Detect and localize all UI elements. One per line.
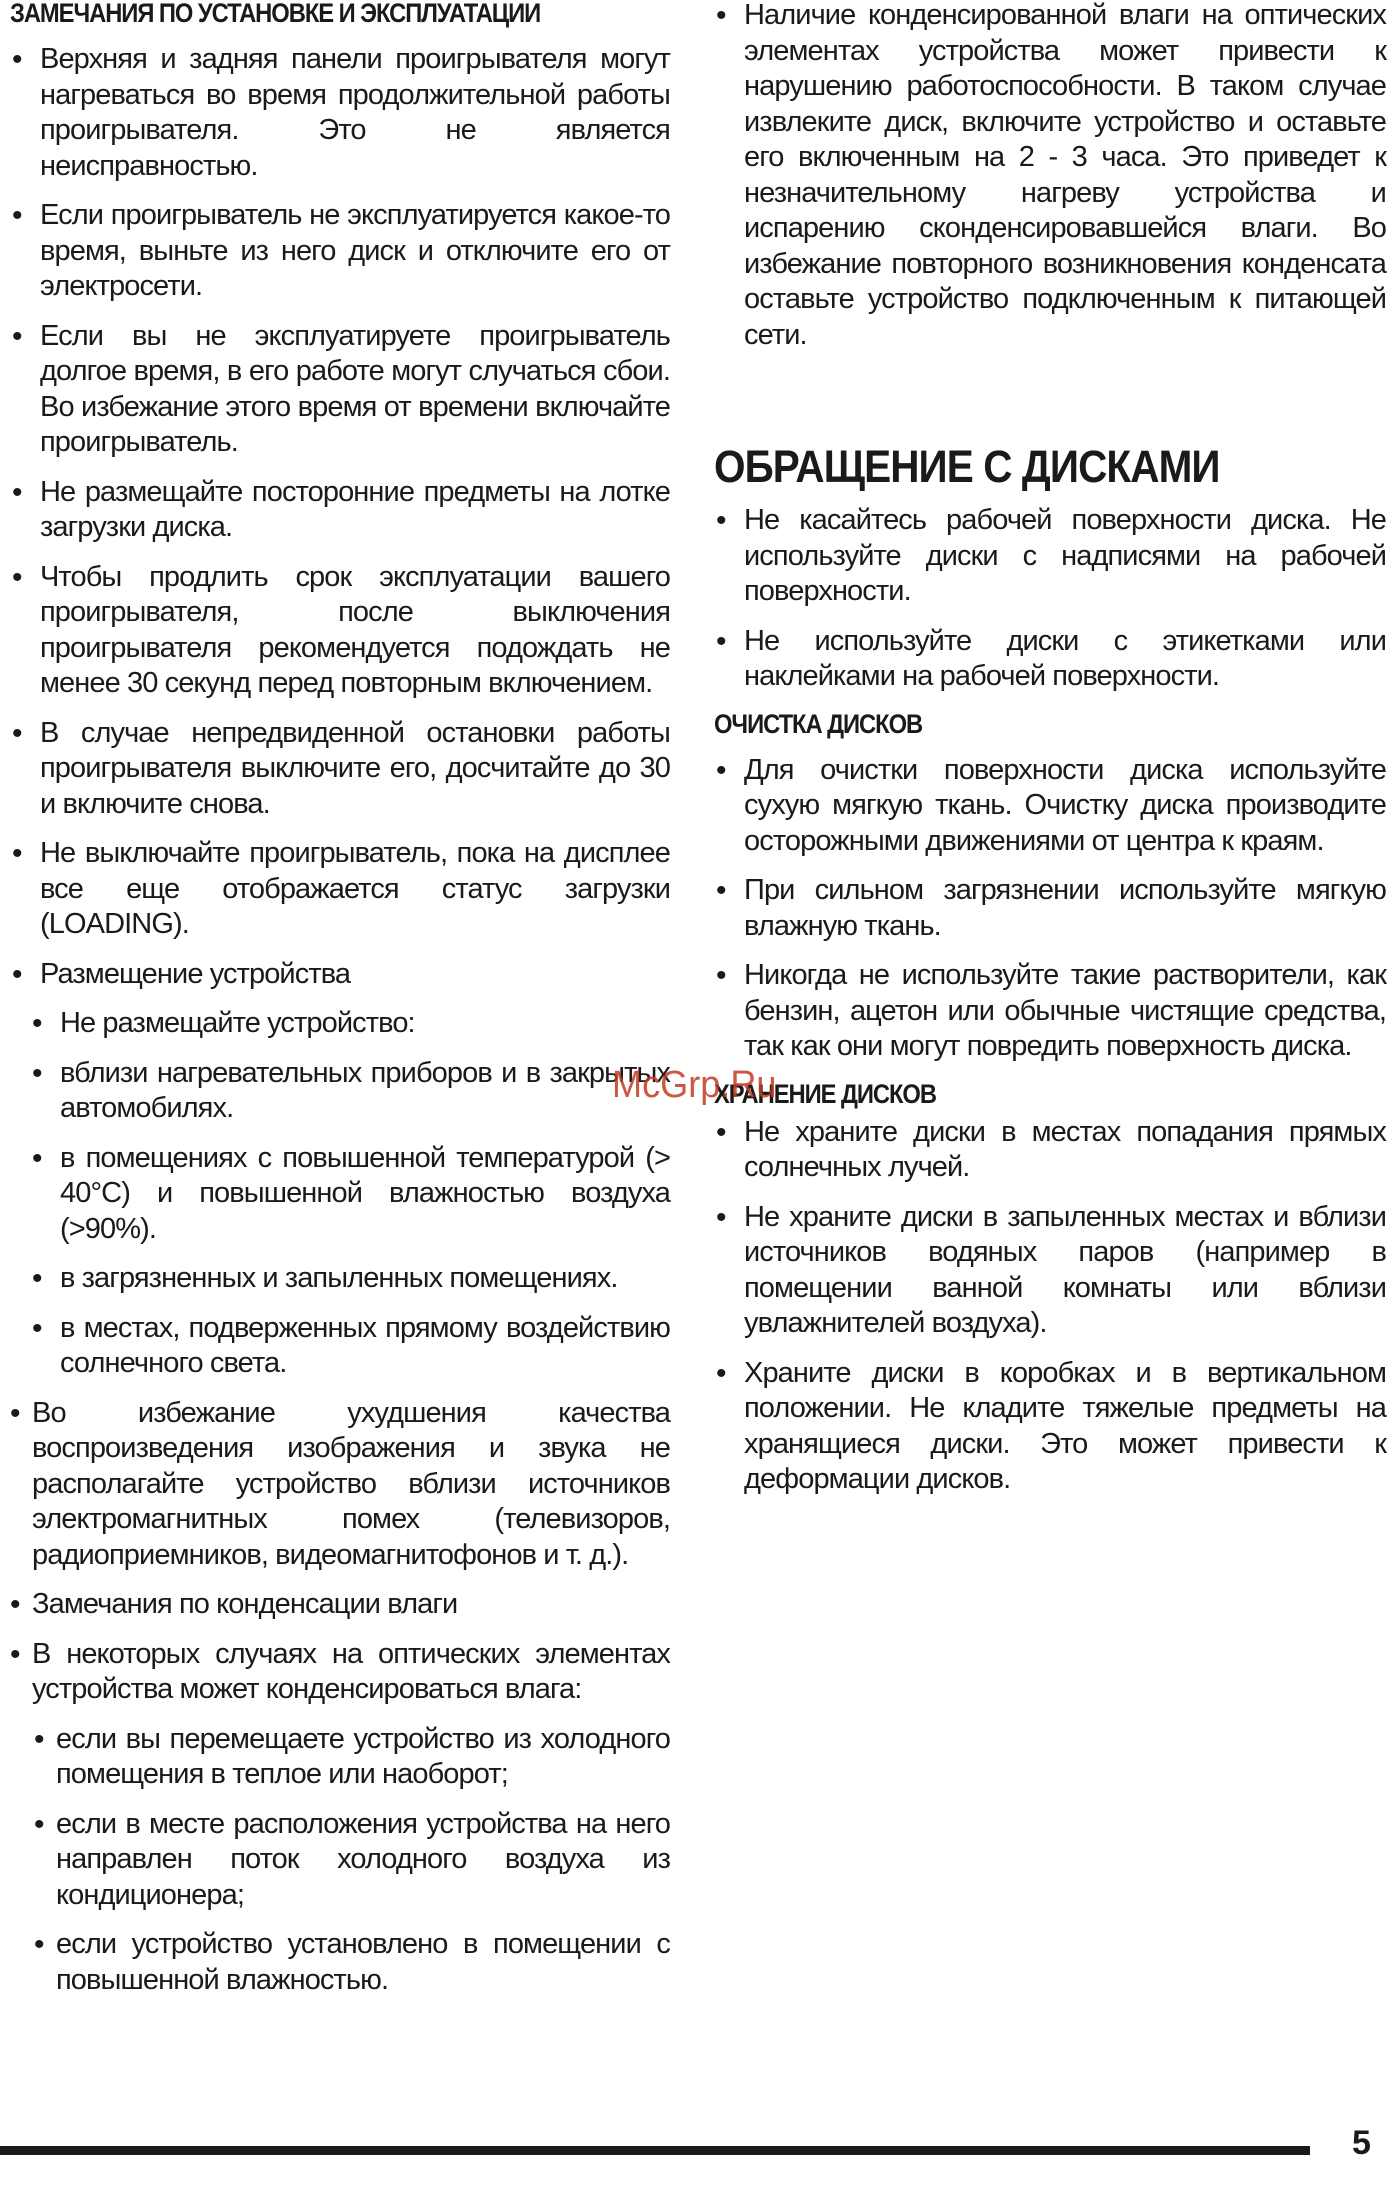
list-item: • При сильном загрязнении используйте мягкую влажную ткань. [714,873,1386,944]
list-item: • если устройство установлено в помещении с повышенной влажностью. [34,1927,670,1998]
page-number: 5 [1352,2124,1371,2162]
disc-handling-title: ОБРАЩЕНИЕ С ДИСКАМИ [714,441,1220,492]
list-item: • в помещениях с повышенной температурой (> 40°C) и повышенной влажностью воздуха (>90%). [30,1141,670,1248]
disc-storage-title: ХРАНЕНИЕ ДИСКОВ [714,1078,936,1109]
list-item: • Во избежание ухудшения качества воспроизведения изображения и звука не располагайте устройство вблизи источников электромагнитных помех (телевизоров, радиоприемников, видеомагнитофонов и т. д.). [10,1396,670,1574]
list-item: • Не храните диски в местах попадания прямых солнечных лучей. [714,1115,1386,1186]
installation-notes-title: ЗАМЕЧАНИЯ ПО УСТАНОВКЕ И ЭКСПЛУАТАЦИИ [10,0,541,28]
list-item: • Не храните диски в запыленных местах и вблизи источников водяных паров (например в помещении ванной комнаты или вблизи увлажнителей воздуха). [714,1200,1386,1342]
list-item: • Чтобы продлить срок эксплуатации вашего проигрывателя, после выключения проигрывателя рекомендуется подождать не менее 30 секунд перед повторным включением. [10,560,670,702]
list-item: • Не размещайте посторонние предметы на лотке загрузки диска. [10,475,670,546]
electromagnetic-condensation-list [10,1396,670,1708]
list-item: • если вы перемещаете устройство из холодного помещения в теплое или наоборот; [34,1722,670,1793]
list-item: • Для очистки поверхности диска используйте сухую мягкую ткань. Очистку диска производите осторожными движениями от центра к краям. [714,753,1386,860]
condensation-cases-list [10,1722,670,1999]
footer-rule [0,2146,1310,2155]
list-item: • если в месте расположения устройства на него направлен поток холодного воздуха из кондиционера; [34,1807,670,1914]
list-item: • Не размещайте устройство: [30,1006,670,1042]
installation-notes-list [10,42,670,992]
disc-cleaning-list [714,753,1386,1065]
list-item: • Не касайтесь рабочей поверхности диска. Не используйте диски с надписями на рабочей поверхности. [714,503,1386,610]
list-item: • вблизи нагревательных приборов и в закрытых автомобилях. [30,1056,670,1127]
list-item: • Храните диски в коробках и в вертикальном положении. Не кладите тяжелые предметы на хранящиеся диски. Это может привести к деформации дисков. [714,1356,1386,1498]
list-item: • Не используйте диски с этикетками или наклейками на рабочей поверхности. [714,624,1386,695]
list-item: • Наличие конденсированной влаги на оптических элементах устройства может привести к нарушению работоспособности. В таком случае извлеките диск, включите устройство и оставьте его включенным на 2 - 3 часа. Это приведет к незначительному нагреву устройства и испарению сконденсировавшейся влаги. Во избежание повторного возникновения конденсата оставьте устройство подключенным к питающей сети. [714,0,1386,353]
list-item: • в местах, подверженных прямому воздействию солнечного света. [30,1311,670,1382]
list-item: • Если вы не эксплуатируете проигрыватель долгое время, в его работе могут случаться сбои. Во избежание этого время от времени включайте проигрыватель. [10,319,670,461]
list-item: • Замечания по конденсации влаги [10,1587,670,1623]
list-item: • Верхняя и задняя панели проигрывателя могут нагреваться во время продолжительной работы проигрывателя. Это не является неисправностью. [10,42,670,184]
list-item: • Размещение устройства [10,957,670,993]
list-item: • в загрязненных и запыленных помещениях. [30,1261,670,1297]
list-item: • Если проигрыватель не эксплуатируется какое-то время, выньте из него диск и отключите его от электросети. [10,198,670,305]
disc-storage-list [714,1115,1386,1498]
list-item: • Никогда не используйте такие растворители, как бензин, ацетон или обычные чистящие средства, так как они могут повредить поверхность диска. [714,958,1386,1065]
list-item: • В случае непредвиденной остановки работы проигрывателя выключите его, досчитайте до 30 и включите снова. [10,716,670,823]
right-column [714,0,1386,1512]
condensation-note-list [714,0,1386,353]
disc-cleaning-title: ОЧИСТКА ДИСКОВ [714,708,923,739]
list-item: • Не выключайте проигрыватель, пока на дисплее все еще отображается статус загрузки (LOADING). [10,836,670,943]
watermark: McGrp.Ru [612,1064,777,1106]
left-column [10,0,670,2012]
disc-handling-list [714,503,1386,695]
placement-list [10,1006,670,1382]
list-item: • В некоторых случаях на оптических элементах устройства может конденсироваться влага: [10,1637,670,1708]
